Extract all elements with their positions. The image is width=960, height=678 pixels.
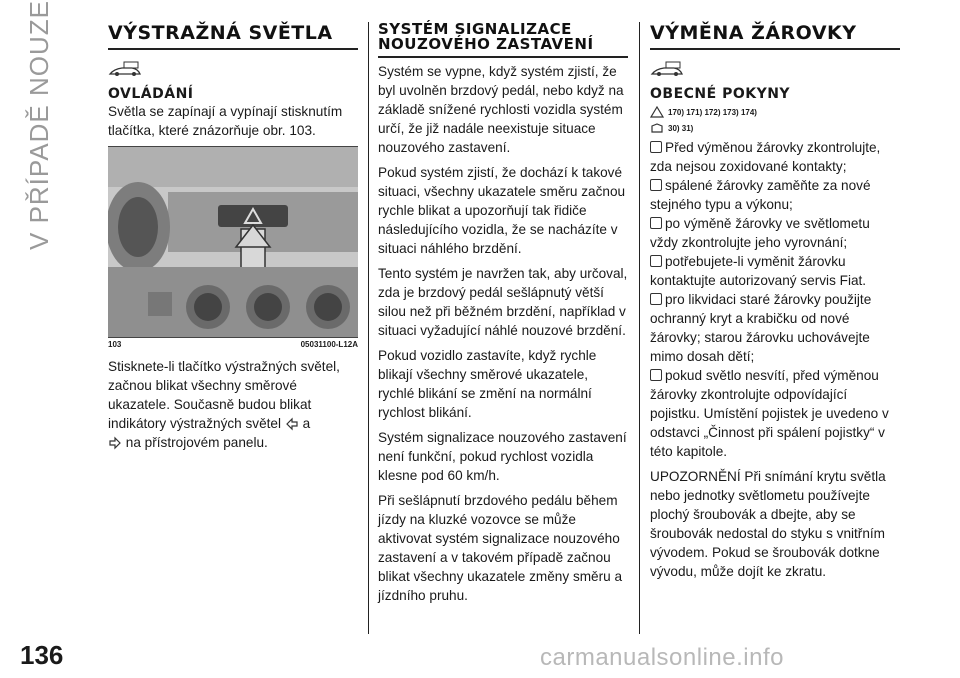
bullet-icon [650, 141, 662, 153]
paragraph: Pokud systém zjistí, že dochází k takové situaci, všechny ukazatele směru začnou rychle blikat a upozorňují tak řidiče následujícího vozidla, že se nacházíte v situaci náhlého brzdění. [378, 165, 626, 256]
bullet-item [650, 366, 900, 461]
section-title: VÝMĚNA ŽÁROVKY [650, 22, 900, 50]
paragraph-end: na přístrojovém panelu. [125, 435, 268, 450]
paragraph [108, 357, 358, 452]
column-bulb-replacement [650, 22, 900, 587]
section-title [378, 22, 628, 58]
paragraph-text: Stisknete-li tlačítko výstražných světel, začnou blikat všechny směrové ukazatele. Současně budou blikat indikátory výstražných světel [108, 359, 340, 431]
warning-refs [650, 106, 900, 118]
note-icon [650, 122, 664, 134]
warning-triangle-icon [650, 106, 664, 118]
watermark: carmanualsonline.info [540, 644, 784, 671]
figure-code: 05031100-L12A [300, 340, 358, 349]
bullet-text: spálené žárovky zaměňte za nové stejného typu a výkonu; [650, 178, 871, 212]
bullet-text: pro likvidaci staré žárovky použijte ochranný kryt a krabičku od nové žárovky; starou žárovku uchovávejte mimo dosah dětí; [650, 292, 872, 364]
bullet-item [650, 214, 900, 252]
paragraph: Světla se zapínají a vypínají stisknutím tlačítka, které znázorňuje obr. 103. [108, 104, 343, 138]
turn-signal-right-icon [108, 436, 122, 450]
car-model-logo [108, 58, 358, 80]
paragraph-and: a [302, 416, 311, 431]
column-hazard-lights [108, 22, 358, 458]
bullet-text: pokud světlo nesvítí, před výměnou žárovky zkontrolujte odpovídající pojistku. Umístění pojistek je uvedeno v odstavci „Činnost při spálení pojistky“ v této kapitole. [650, 368, 889, 459]
paragraph: Při sešlápnutí brzdového pedálu během jízdy na kluzké vozovce se může aktivovat systém signalizace nouzového zastavení a v takovém případě začnou blikat všechny ukazatele změny směru a jízdního pruhu. [378, 493, 623, 603]
bullet-icon [650, 179, 662, 191]
bullet-text: po výměně žárovky ve světlometu vždy zkontrolujte jeho vyrovnání; [650, 216, 870, 250]
paragraph: Systém signalizace nouzového zastavení není funkční, pokud rychlost vozidla klesne pod 60 km/h. [378, 430, 627, 483]
bullet-icon [650, 217, 662, 229]
column-emergency-stop [378, 22, 628, 611]
column-divider [639, 22, 640, 634]
subsection-title: OVLÁDÁNÍ [108, 86, 194, 102]
figure-hazard-button [108, 146, 358, 338]
subsection-title: OBECNÉ POKYNY [650, 86, 791, 102]
bullet-icon [650, 369, 662, 381]
bullet-icon [650, 255, 662, 267]
bullet-item [650, 290, 900, 366]
car-icon [108, 60, 142, 78]
turn-signal-left-icon [285, 417, 299, 431]
page-number: 136 [20, 640, 64, 670]
chapter-side-title: V PŘÍPADĚ NOUZE [24, 0, 54, 250]
section-title-line1: SYSTÉM SIGNALIZACE [378, 20, 572, 38]
figure-caption [108, 340, 358, 357]
note-refs [650, 122, 900, 134]
bullet-item [650, 176, 900, 214]
bullet-text: potřebujete-li vyměnit žárovku kontaktujte autorizovaný servis Fiat. [650, 254, 867, 288]
car-model-logo [650, 58, 900, 80]
warning-ref-numbers: 170) 171) 172) 173) 174) [668, 107, 757, 117]
bullet-icon [650, 293, 662, 305]
bullet-text: Před výměnou žárovky zkontrolujte, zda nejsou zoxidované kontakty; [650, 140, 881, 174]
section-title: VÝSTRAŽNÁ SVĚTLA [108, 22, 358, 50]
section-title-line2: NOUZOVÉHO ZASTAVENÍ [378, 35, 594, 53]
dashboard-illustration [108, 147, 358, 337]
car-icon [650, 60, 684, 78]
paragraph: Systém se vypne, když systém zjistí, že byl uvolněn brzdový pedál, nebo když na základě snížené rychlosti vozidla systém určí, že již nadále neexistuje situace nouzového zastavení. [378, 64, 624, 155]
note-paragraph: UPOZORNĚNÍ Při snímání krytu světla nebo jednotky světlometu používejte plochý šroubovák a dbejte, aby se šroubovák nedostal do styku s vnitřním vývodem. Pokud se šroubovák dotkne vývodu, může dojít ke zkratu. [650, 469, 886, 579]
column-divider [368, 22, 369, 634]
paragraph: Tento systém je navržen tak, aby určoval, zda je brzdový pedál sešlápnutý větší silou než při běžném brzdění, například v situaci vyžadující náhlé nouzové brzdění. [378, 266, 628, 338]
note-ref-numbers: 30) 31) [668, 123, 694, 133]
figure-number: 103 [108, 340, 122, 349]
bullet-item [650, 252, 900, 290]
bullet-item [650, 138, 900, 176]
paragraph: Pokud vozidlo zastavíte, když rychle blikají všechny směrové ukazatele, rychlé blikání se změní na normální rychlost blikání. [378, 348, 597, 420]
